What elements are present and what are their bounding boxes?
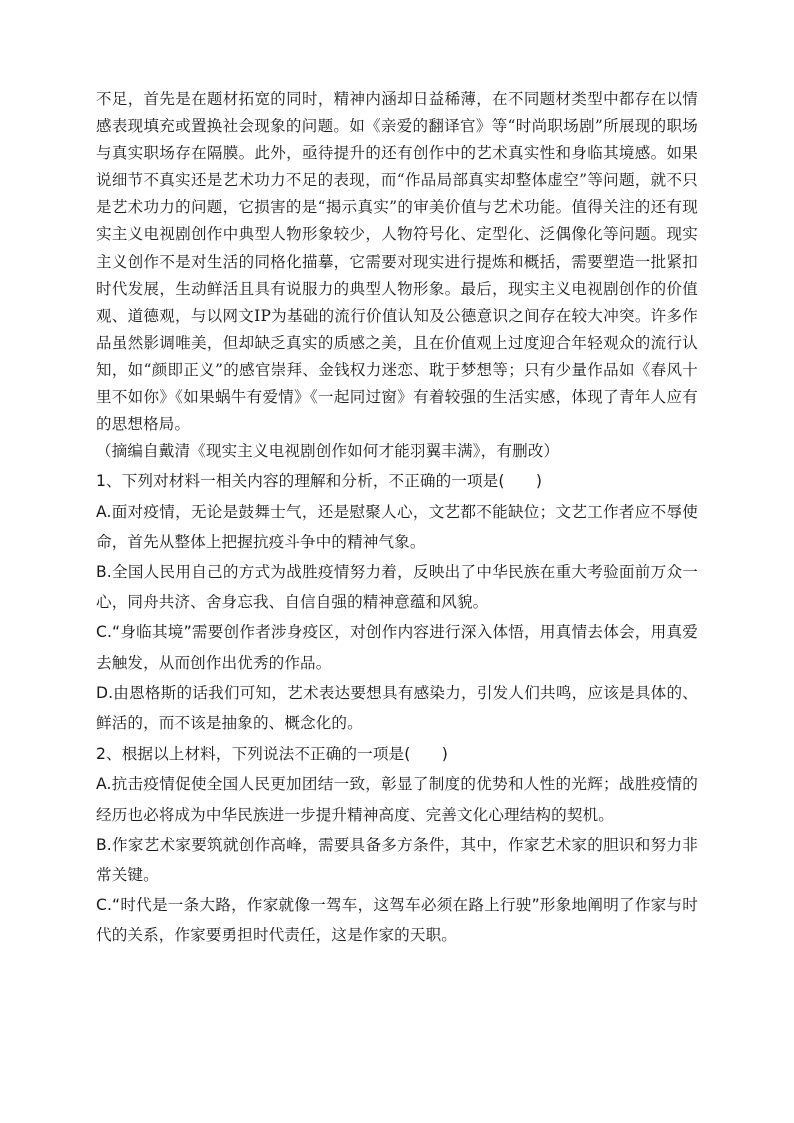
- passage-paragraph: 不足，首先是在题材拓宽的同时，精神内涵却日益稀薄，在不同题材类型中都存在以情感表现填充或置换社会现象的问题。如《亲爱的翻译官》等“时尚职场剧”所展现的职场与真实职场存在隔膜。此外，亟待提升的还有创作中的艺术真实性和身临其境感。如果说细节不真实还是艺术功力不足的表现，而“作品局部真实却整体虚空”等问题，就不只是艺术功力的问题，它损害的是“揭示真实”的审美价值与艺术功能。值得关注的还有现实主义电视剧创作中典型人物形象较少，人物符号化、定型化、泛偶像化等问题。现实主义创作不是对生活的同格化描摹，它需要对现实进行提炼和概括，需要塑造一批紧扣时代发展，生动鲜活且具有说服力的典型人物形象。最后，现实主义电视剧创作的价值观、道德观，与以网文IP为基础的流行价值认知及公德意识之间存在较大冲突。许多作品虽然影调唯美，但却缺乏真实的质感之美，且在价值观上过度迎合年轻观众的流行认知，如“颜即正义”的感官崇拜、金钱权力迷恋、耽于梦想等；只有少量作品如《春风十里不如你》《如果蜗牛有爱情》《一起同过窗》有着较强的生活实感，体现了青年人应有的思想格局。: [96, 90, 698, 434]
- option-a: A.抗击疫情促使全国人民更加团结一致，彰显了制度的优势和人性的光辉；战胜疫情的经历也必将成为中华民族进一步提升精神高度、完善文化心理结构的契机。: [96, 775, 698, 824]
- question-stem: 2、根据以上材料，下列说法不正确的一项是( ): [96, 745, 448, 764]
- option-c: C.“身临其境”需要创作者涉身疫区，对创作内容进行深入体悟，用真情去体会，用真爱去触发，从而创作出优秀的作品。: [96, 623, 698, 672]
- option-b: B.作家艺术家要筑就创作高峰，需要具备多方条件，其中，作家艺术家的胆识和努力非常关键。: [96, 835, 698, 884]
- option-d: D.由恩格斯的话我们可知，艺术表达要想具有感染力，引发人们共鸣，应该是具体的、鲜活的，而不该是抽象的、概念化的。: [96, 683, 698, 732]
- question-stem: 1、下列对材料一相关内容的理解和分析，不正确的一项是( ): [96, 472, 543, 491]
- option-c: C.“时代是一条大路，作家就像一驾车，这驾车必须在路上行驶”形象地阐明了作家与时代的关系，作家要勇担时代责任，这是作家的天职。: [96, 896, 698, 945]
- reading-passage: [96, 86, 698, 465]
- question-2: [96, 739, 698, 950]
- passage-source: （摘编自戴清《现实主义电视剧创作如何才能羽翼丰满》，有删改）: [96, 442, 560, 461]
- question-1: [96, 466, 698, 738]
- option-b: B.全国人民用自己的方式为战胜疫情努力着，反映出了中华民族在重大考验面前万众一心，同舟共济、舍身忘我、自信自强的精神意蕴和风貌。: [96, 562, 698, 612]
- document-page: [96, 86, 698, 951]
- option-a: A.面对疫情，无论是鼓舞士气，还是慰聚人心，文艺都不能缺位；文艺工作者应不辱使命，首先从整体上把握抗疫斗争中的精神气象。: [96, 502, 698, 551]
